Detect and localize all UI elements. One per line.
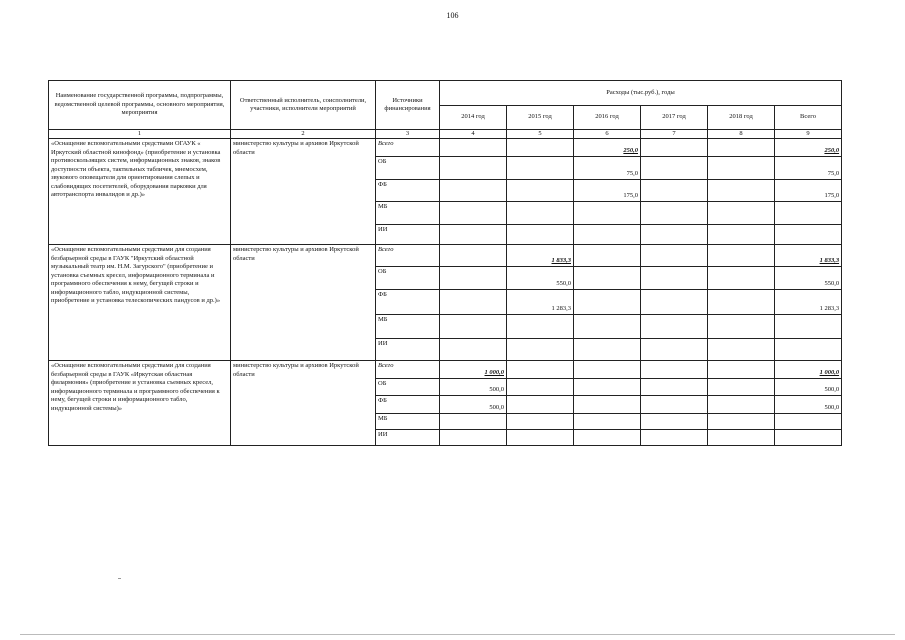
year-value <box>574 202 641 225</box>
year-value <box>440 202 507 225</box>
year-value <box>641 202 708 225</box>
year-value <box>440 315 507 339</box>
expenses-table <box>48 80 842 446</box>
year-value <box>574 430 641 446</box>
year-value <box>708 225 775 245</box>
year-value <box>574 225 641 245</box>
year-value <box>641 180 708 202</box>
year-value <box>708 290 775 315</box>
year-value <box>641 414 708 430</box>
funding-source: Всего <box>376 361 440 379</box>
year-value <box>708 414 775 430</box>
year-value: 1 000,0 <box>440 361 507 379</box>
col-expenses-header: Расходы (тыс.руб.), годы <box>440 81 842 106</box>
funding-source: ФБ <box>376 180 440 202</box>
year-value <box>708 315 775 339</box>
col-executor-header: Ответственный исполнитель, соисполнители, участники, исполнители мероприятий <box>231 81 376 130</box>
year-header: 2014 год <box>440 106 507 130</box>
year-value: 500,0 <box>440 396 507 414</box>
year-value <box>574 267 641 290</box>
column-number: 9 <box>775 130 842 139</box>
year-value: 550,0 <box>507 267 574 290</box>
year-value <box>507 202 574 225</box>
year-value: 500,0 <box>440 379 507 396</box>
year-value <box>641 315 708 339</box>
year-value <box>641 267 708 290</box>
year-value <box>507 379 574 396</box>
year-value <box>574 245 641 267</box>
year-header: 2016 год <box>574 106 641 130</box>
total-value <box>775 430 842 446</box>
measure-name: «Оснащение вспомогательными средствами ОГАУК « Иркутский областной кинофонд» (приобретение и установка противоскользящих систем, информационных знаков, знаков доступности объекта, тактильных табличек, мнемосхем, звукового оповещателя для ориентирования слепых и слабовидящих посетителей, оборудования парковки для автотранспорта инвалидов и др.)» <box>49 139 231 245</box>
column-number: 8 <box>708 130 775 139</box>
year-value <box>708 180 775 202</box>
year-value <box>440 414 507 430</box>
executor: министерство культуры и архивов Иркутской области <box>231 361 376 446</box>
year-value <box>440 225 507 245</box>
year-value <box>708 361 775 379</box>
year-value <box>507 157 574 180</box>
year-value <box>507 339 574 361</box>
scan-mark <box>118 578 121 579</box>
total-value <box>775 202 842 225</box>
total-value: 500,0 <box>775 379 842 396</box>
year-value <box>440 157 507 180</box>
col-name-header: Наименование государственной программы, подпрограммы, ведомственной целевой программы, основного мероприятия, мероприятия <box>49 81 231 130</box>
page-bottom-edge <box>20 634 895 635</box>
year-value <box>641 339 708 361</box>
measure-name: «Оснащение вспомогательными средствами для создания безбарьерной среды в ГАУК «Иркутская областная филармония» (приобретение и установка съемных кресел, информационного терминала и программного обеспечения к нему, бегущей строки и информационного табло, индукционной системы)» <box>49 361 231 446</box>
table-row <box>49 139 842 157</box>
total-value: 75,0 <box>775 157 842 180</box>
total-header: Всего <box>775 106 842 130</box>
year-value <box>574 414 641 430</box>
total-value <box>775 414 842 430</box>
year-value <box>708 139 775 157</box>
measure-name: «Оснащение вспомогательными средствами для создания безбарьерной среды в ГАУК "Иркутский областной музыкальный театр им. Н.М. Загурского" (приобретение и установка съемных кресел, информационного терминала и программного обеспечения к нему, бегущей строки и информационного табло, индукционной системы, приобретение и установка телескопических пандусов и др.)» <box>49 245 231 361</box>
total-value: 1 000,0 <box>775 361 842 379</box>
column-number: 5 <box>507 130 574 139</box>
year-value: 1 833,3 <box>507 245 574 267</box>
year-value <box>574 361 641 379</box>
year-value <box>574 339 641 361</box>
year-value <box>708 245 775 267</box>
year-value <box>641 225 708 245</box>
year-value <box>641 361 708 379</box>
funding-source: МБ <box>376 414 440 430</box>
column-number: 1 <box>49 130 231 139</box>
funding-source: ОБ <box>376 379 440 396</box>
column-number: 2 <box>231 130 376 139</box>
year-value <box>708 379 775 396</box>
year-value <box>440 339 507 361</box>
funding-source: ОБ <box>376 157 440 180</box>
table-row <box>49 361 842 379</box>
year-value <box>641 139 708 157</box>
year-value <box>641 396 708 414</box>
year-value <box>641 245 708 267</box>
column-number: 6 <box>574 130 641 139</box>
year-header: 2017 год <box>641 106 708 130</box>
funding-source: ИИ <box>376 339 440 361</box>
executor: министерство культуры и архивов Иркутской области <box>231 139 376 245</box>
year-value <box>440 180 507 202</box>
year-value <box>507 414 574 430</box>
total-value <box>775 225 842 245</box>
page-number: 106 <box>446 11 459 20</box>
year-value <box>574 379 641 396</box>
table-row <box>49 245 842 267</box>
year-value <box>641 157 708 180</box>
total-value <box>775 339 842 361</box>
total-value <box>775 315 842 339</box>
year-value <box>507 396 574 414</box>
year-value <box>507 361 574 379</box>
year-value: 250,0 <box>574 139 641 157</box>
funding-source: Всего <box>376 245 440 267</box>
column-number: 7 <box>641 130 708 139</box>
year-header: 2015 год <box>507 106 574 130</box>
column-number: 4 <box>440 130 507 139</box>
year-value <box>574 396 641 414</box>
year-value <box>641 379 708 396</box>
year-value <box>708 267 775 290</box>
col-source-header: Источники финансирования <box>376 81 440 130</box>
funding-source: МБ <box>376 315 440 339</box>
year-value <box>507 180 574 202</box>
year-value <box>708 430 775 446</box>
year-value <box>440 245 507 267</box>
year-value <box>507 225 574 245</box>
year-value: 75,0 <box>574 157 641 180</box>
year-value <box>440 267 507 290</box>
year-value <box>574 315 641 339</box>
year-value <box>507 315 574 339</box>
total-value: 500,0 <box>775 396 842 414</box>
total-value: 1 833,3 <box>775 245 842 267</box>
year-value <box>641 290 708 315</box>
year-value <box>641 430 708 446</box>
year-value: 1 283,3 <box>507 290 574 315</box>
year-value <box>440 430 507 446</box>
year-value <box>708 202 775 225</box>
year-value: 175,0 <box>574 180 641 202</box>
year-value <box>440 290 507 315</box>
column-number: 3 <box>376 130 440 139</box>
year-value <box>708 157 775 180</box>
executor: министерство культуры и архивов Иркутской области <box>231 245 376 361</box>
total-value: 250,0 <box>775 139 842 157</box>
total-value: 550,0 <box>775 267 842 290</box>
year-header: 2018 год <box>708 106 775 130</box>
funding-source: ИИ <box>376 430 440 446</box>
year-value <box>440 139 507 157</box>
year-value <box>574 290 641 315</box>
year-value <box>507 430 574 446</box>
table-body <box>49 139 842 446</box>
funding-source: ФБ <box>376 290 440 315</box>
year-value <box>708 339 775 361</box>
funding-source: ИИ <box>376 225 440 245</box>
year-value <box>708 396 775 414</box>
year-value <box>507 139 574 157</box>
funding-source: ОБ <box>376 267 440 290</box>
funding-source: ФБ <box>376 396 440 414</box>
funding-source: Всего <box>376 139 440 157</box>
total-value: 175,0 <box>775 180 842 202</box>
total-value: 1 283,3 <box>775 290 842 315</box>
funding-source: МБ <box>376 202 440 225</box>
